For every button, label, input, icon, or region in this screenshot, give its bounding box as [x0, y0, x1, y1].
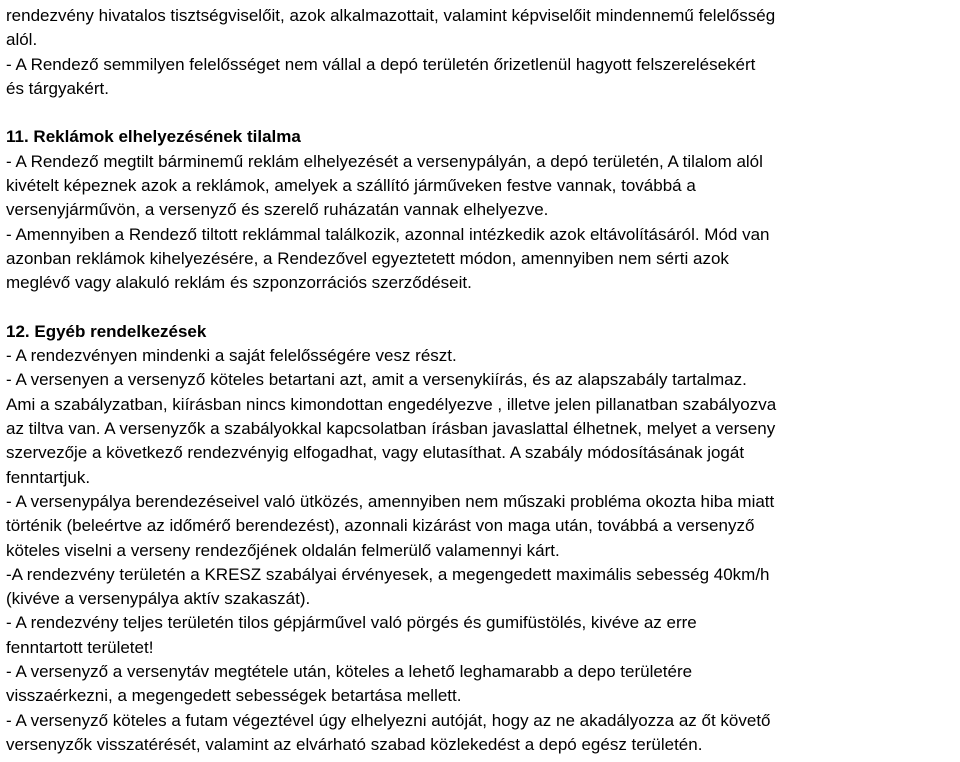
- text-line: az tiltva van. A versenyzők a szabályokkal kapcsolatban írásban javaslattal élhetnek, melyet a verseny: [6, 419, 776, 439]
- document-page: [6, 4, 956, 757]
- text-line: - Amennyiben a Rendező tiltott reklámmal találkozik, azonnal intézkedik azok eltávolításáról. Mód van: [6, 224, 770, 244]
- text-line: szervezője a következő rendezvényig elfogadhat, vagy elutasíthat. A szabály módosításának jogát: [6, 443, 745, 463]
- text-line: versenyjárművön, a versenyző és szerelő ruházatán vannak elhelyezve.: [6, 200, 549, 220]
- text-line: (kivéve a versenypálya aktív szakaszát).: [6, 589, 311, 609]
- text-line: meglévő vagy alakuló reklám és szponzorrációs szerződéseit.: [6, 273, 472, 293]
- text-line: -A rendezvény területén a KRESZ szabályai érvényesek, a megengedett maximális sebesség 40km/h: [6, 564, 770, 584]
- text-line: visszaérkezni, a megengedett sebességek betartása mellett.: [6, 686, 462, 706]
- text-line: Ami a szabályzatban, kiírásban nincs kimondottan engedélyezve , illetve jelen pillanatban szabályozva: [6, 394, 777, 414]
- paragraph-gap: [6, 296, 956, 320]
- text-line: köteles viselni a verseny rendezőjének oldalán felmerülő valamennyi kárt.: [6, 540, 560, 560]
- paragraph-gap: [6, 101, 956, 125]
- text-line: - A Rendező semmilyen felelősséget nem vállal a depó területén őrizetlenül hagyott felszerelésekért: [6, 54, 756, 74]
- intro-paragraph: [6, 4, 956, 101]
- text-line: versenyzők visszatérését, valamint az elvárható szabad közlekedést a depó egész területén.: [6, 734, 703, 754]
- text-line: - A rendezvény teljes területén tilos gépjárművel való pörgés és gumifüstölés, kivéve az erre: [6, 613, 697, 633]
- text-line: azonban reklámok kihelyezésére, a Rendezővel egyeztetett módon, amennyiben nem sérti azok: [6, 248, 729, 268]
- text-line: történik (beleértve az időmérő berendezést), azonnali kizárást von maga után, továbbá a versenyző: [6, 516, 755, 536]
- text-line: rendezvény hivatalos tisztségviselőit, azok alkalmazottait, valamint képviselőit mindennemű felelősség: [6, 6, 776, 25]
- text-line: - A Rendező megtilt bárminemű reklám elhelyezését a versenypályán, a depó területén, A tilalom alól: [6, 151, 763, 171]
- text-line: kivételt képeznek azok a reklámok, amelyek a szállító járműveken festve vannak, továbbá a: [6, 176, 696, 196]
- text-line: fenntartott területet!: [6, 637, 154, 657]
- section-11-heading: 11. Reklámok elhelyezésének tilalma: [6, 127, 301, 147]
- text-line: - A versenyző köteles a futam végeztével úgy elhelyezni autóját, hogy az ne akadályozza az őt követő: [6, 710, 771, 730]
- text-line: és tárgyakért.: [6, 78, 109, 98]
- section-11: [6, 125, 956, 295]
- text-line: - A versenypálya berendezéseivel való ütközés, amennyiben nem műszaki probléma okozta hiba miatt: [6, 491, 775, 511]
- text-line: alól.: [6, 30, 38, 50]
- text-line: fenntartjuk.: [6, 467, 91, 487]
- text-line: - A rendezvényen mindenki a saját felelősségére vesz részt.: [6, 346, 457, 366]
- text-line: - A versenyen a versenyző köteles betartani azt, amit a versenykiírás, és az alapszabály tartalmaz.: [6, 370, 747, 390]
- text-line: - A versenyző a versenytáv megtétele után, köteles a lehető leghamarabb a depo területére: [6, 662, 693, 682]
- section-12-heading: 12. Egyéb rendelkezések: [6, 321, 207, 341]
- section-12: [6, 320, 956, 757]
